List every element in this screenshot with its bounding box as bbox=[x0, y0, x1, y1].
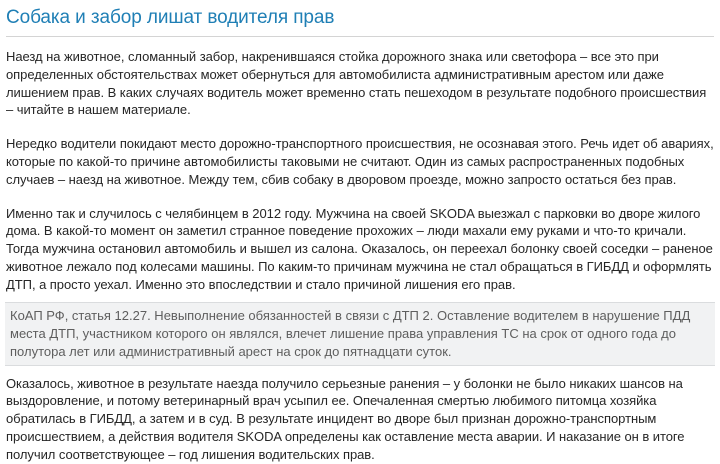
law-quote-box bbox=[5, 302, 715, 366]
title-divider bbox=[6, 36, 714, 37]
article-title: Собака и забор лишат водителя прав bbox=[6, 7, 335, 28]
paragraph-outcome: Оказалось, животное в результате наезда получило серьезные ранения – у болонки не было никаких шансов на выздоровление, и потому ветеринарный врач усыпил ее. Опечаленная смертью любимого питомца хозяйка обратилась в ГИБДД, а затем и в суд. В результате инцидент во дворе был признан дорожно-транспортным происшествием, а действия водителя SKODA определены как оставление места аварии. И наказание он в итоге получил соответствующее – год лишения водительских прав. bbox=[6, 375, 685, 462]
paragraph-story: Именно так и случилось с челябинцем в 2012 году. Мужчина на своей SKODA выезжал с парковки во дворе жилого дома. В какой-то момент он заметил странное поведение прохожих – люди махали ему руками и что-то кричали. Тогда мужчина остановил автомобиль и вышел из салона. Оказалось, он переехал болонку своей соседки – раненое животное лежало под колесами машины. По каким-то причинам мужчина не стал обращаться в ГИБДД и оформлять ДТП, а просто уехал. Именно это впоследствии и стало причиной лишения его прав. bbox=[6, 205, 713, 292]
paragraph-intro: Наезд на животное, сломанный забор, накренившаяся стойка дорожного знака или светофора – все это при определенных обстоятельствах может обернуться для автомобилиста административным арестом или даже лишением прав. В каких случаях водитель может временно стать пешеходом в результате подобного происшествия – читайте в нашем материале. bbox=[6, 49, 707, 118]
law-quote-text: КоАП РФ, статья 12.27. Невыполнение обязанностей в связи с ДТП 2. Оставление водителем в нарушение ПДД места ДТП, участником которого он являлся, влечет лишение права управления ТС на срок от одного года до полутора лет или административный арест на срок до пятнадцати суток. bbox=[10, 307, 691, 359]
paragraph-context: Нередко водители покидают место дорожно-транспортного происшествия, не осознавая этого. Речь идет об авариях, которые по какой-то причине автомобилисты таковыми не считают. Один из самых распространенных подобных случаев – наезд на животное. Между тем, сбив собаку в дворовом проезде, можно запросто остаться без прав. bbox=[6, 136, 714, 187]
